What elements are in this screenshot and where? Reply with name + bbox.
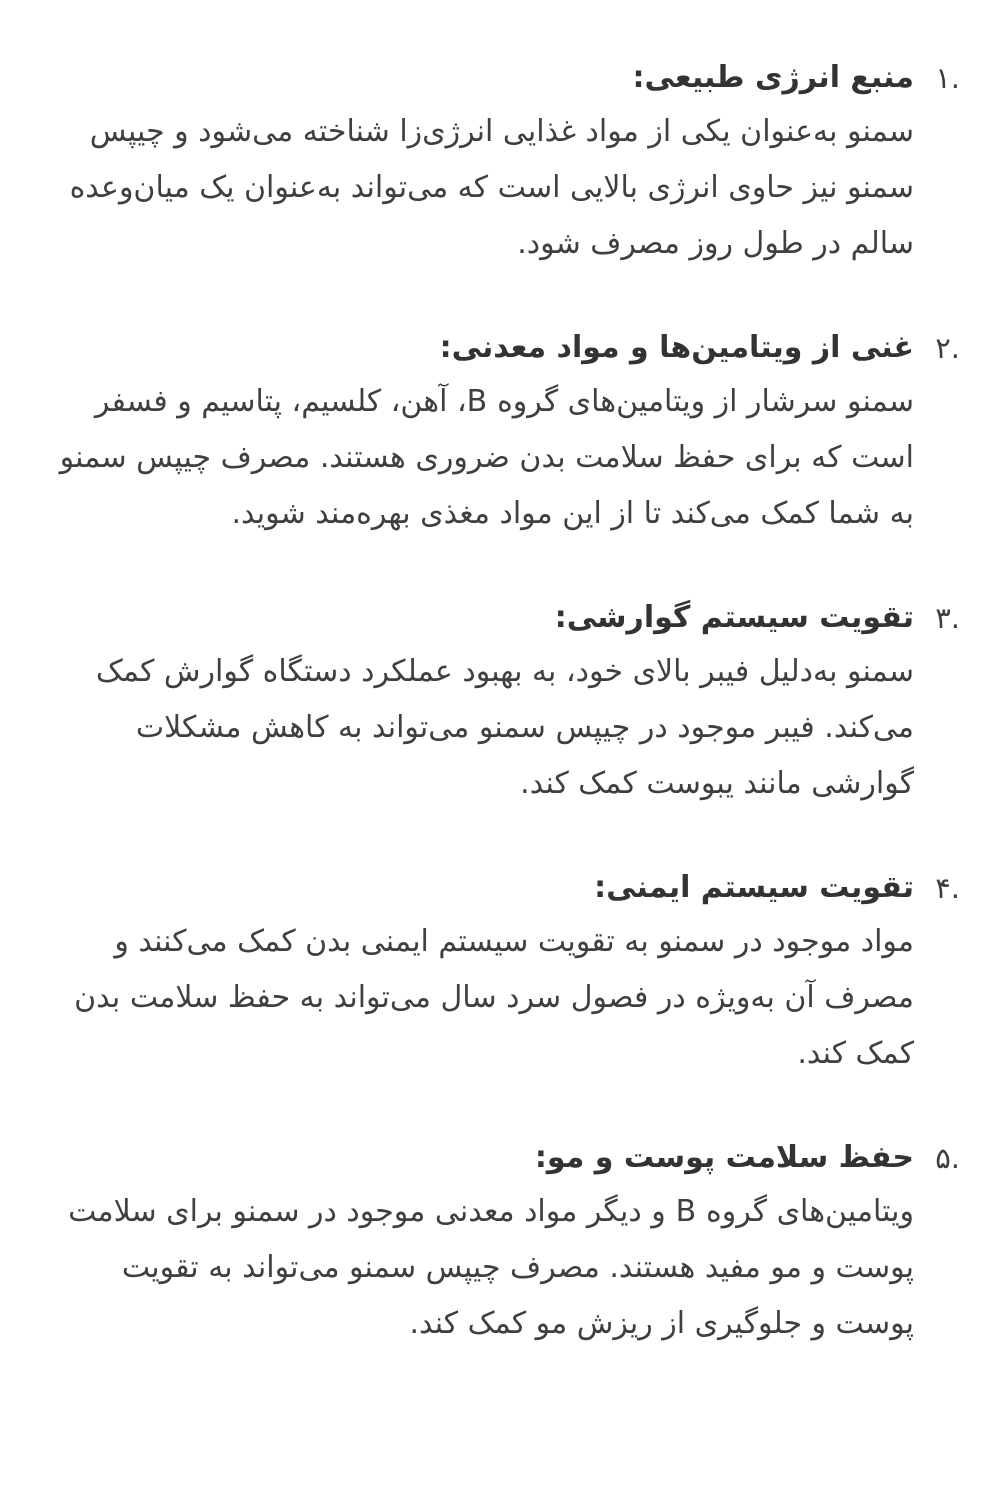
item-title: غنی از ویتامین‌ها و مواد معدنی: xyxy=(439,330,914,365)
item-heading xyxy=(40,52,960,104)
item-body: ویتامین‌های گروه B و دیگر مواد معدنی موجود در سمنو برای سلامت پوست و مو مفید هستند. مصرف چیپس سمنو می‌تواند به تقویت پوست و جلوگیری از ریزش مو کمک کند. xyxy=(68,1194,914,1341)
benefits-list xyxy=(40,52,960,1352)
item-title: منبع انرژی طبیعی: xyxy=(632,60,914,95)
list-item xyxy=(40,52,960,272)
item-body: سمنو به‌دلیل فیبر بالای خود، به بهبود عملکرد دستگاه گوارش کمک می‌کند. فیبر موجود در چیپس سمنو می‌تواند به کاهش مشکلات گوارشی مانند یبوست کمک کند. xyxy=(95,654,914,801)
item-heading xyxy=(40,1132,960,1184)
item-title: تقویت سیستم ایمنی: xyxy=(594,870,914,905)
item-number: ۳. xyxy=(935,601,960,635)
item-body: سمنو به‌عنوان یکی از مواد غذایی انرژی‌زا شناخته می‌شود و چیپس سمنو نیز حاوی انرژی بالایی است که می‌تواند به‌عنوان یک میان‌وعده سالم در طول روز مصرف شود. xyxy=(69,114,914,261)
item-title: حفظ سلامت پوست و مو: xyxy=(534,1140,914,1175)
list-item xyxy=(40,592,960,812)
item-body: سمنو سرشار از ویتامین‌های گروه B، آهن، کلسیم، پتاسیم و فسفر است که برای حفظ سلامت بدن ضروری هستند. مصرف چیپس سمنو به شما کمک می‌کند تا از این مواد مغذی بهره‌مند شوید. xyxy=(59,384,914,531)
item-body: مواد موجود در سمنو به تقویت سیستم ایمنی بدن کمک می‌کنند و مصرف آن به‌ویژه در فصول سرد سال می‌تواند به حفظ سلامت بدن کمک کند. xyxy=(74,924,914,1071)
item-number: ۱. xyxy=(935,61,960,95)
item-heading xyxy=(40,592,960,644)
item-number: ۲. xyxy=(935,331,960,365)
list-item xyxy=(40,322,960,542)
list-item xyxy=(40,862,960,1082)
item-number: ۵. xyxy=(935,1141,960,1175)
item-heading xyxy=(40,862,960,914)
list-item xyxy=(40,1132,960,1352)
item-title: تقویت سیستم گوارشی: xyxy=(554,600,914,635)
item-number: ۴. xyxy=(935,871,960,905)
item-heading xyxy=(40,322,960,374)
